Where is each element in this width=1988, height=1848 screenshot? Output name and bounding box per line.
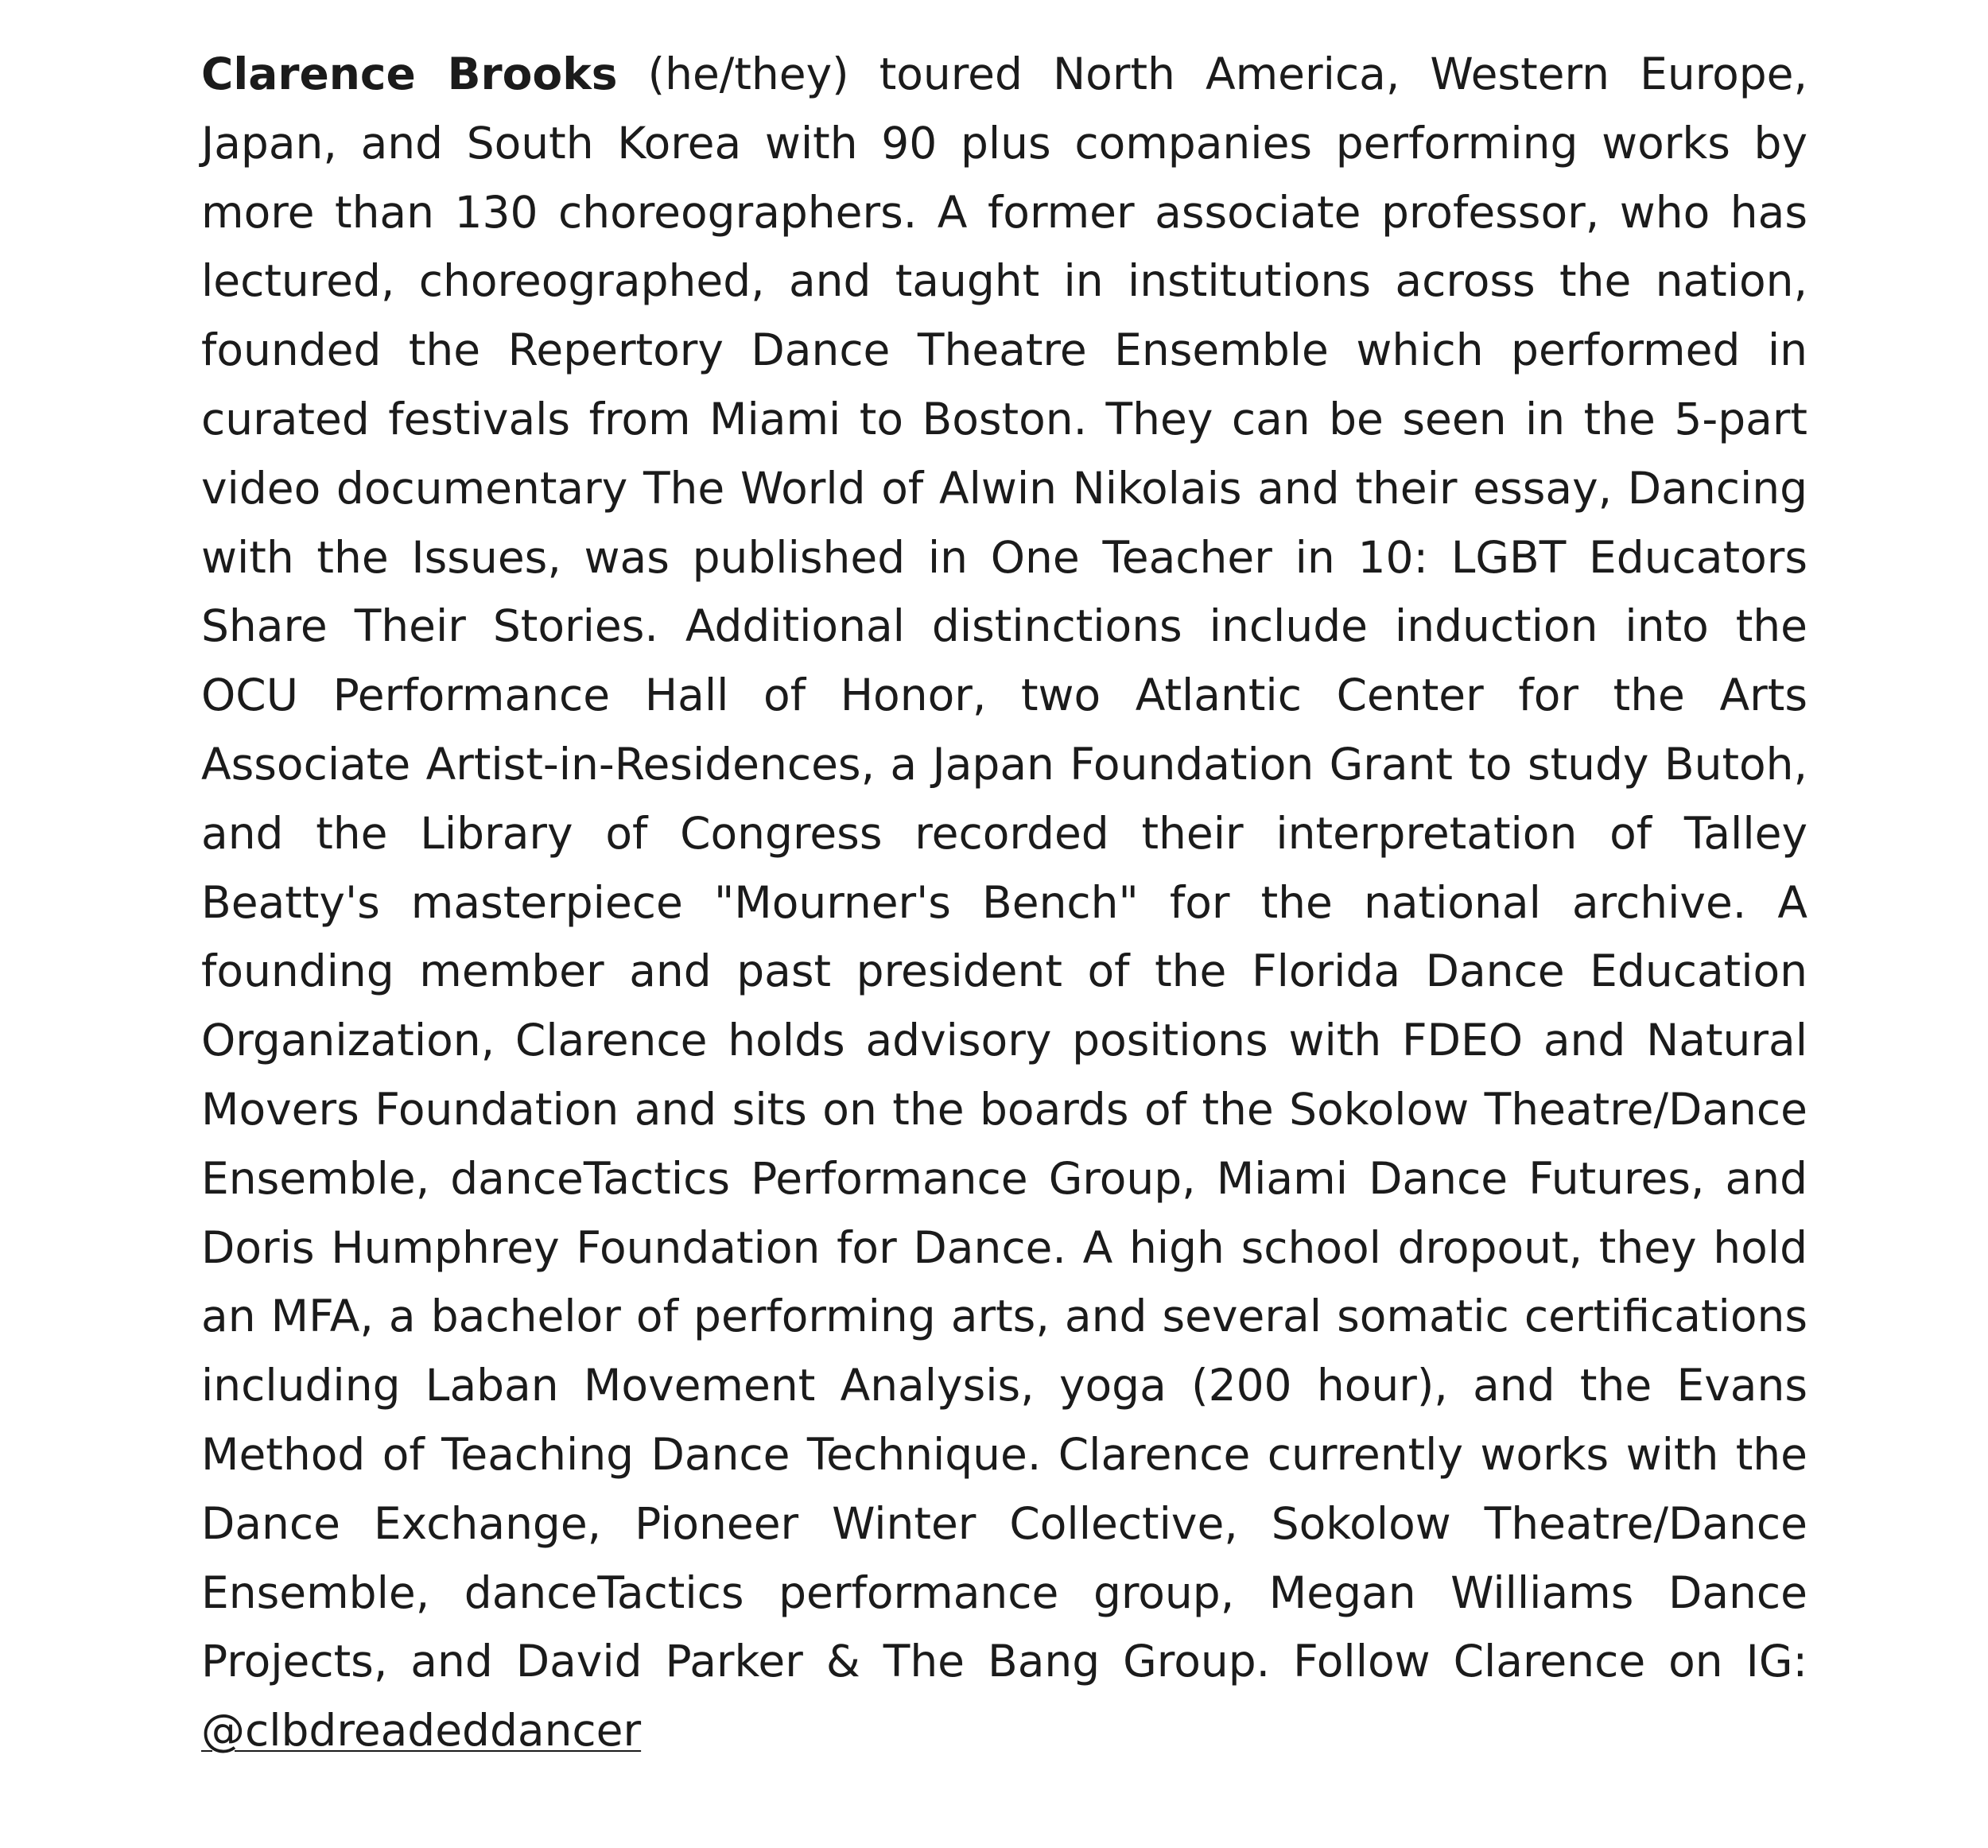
instagram-handle-link[interactable]: @clbdreadeddancer [201, 1705, 642, 1757]
bio-name: Clarence Brooks [201, 49, 618, 99]
bio-text: (he/they) toured North America, Western Europe, Japan, and South Korea with 90 plus companies performing works by more than 130 choreographers. A former associate professor, who has lectured, choreographed, and taught in institutions across the nation, founded the Repertory Dance Theatre Ensemble which performed in curated festivals from Miami to Boston. They can be seen in the 5-part video documentary The World of Alwin Nikolais and their essay, Dancing with the Issues, was published in One Teacher in 10: LGBT Educators Share Their Stories. Additional distinctions include induction into the OCU Performance Hall of Honor, two Atlantic Center for the Arts Associate Artist-in-Residences, a Japan Foundation Grant to study Butoh, and the Library of Congress recorded their interpretation of Talley Beatty's masterpiece "Mourner's Bench" for the national archive. A founding member and past president of the Florida Dance Education Organization, Clarence holds advisory positions with FDEO and Natural Movers Foundation and sits on the boards of the Sokolow Theatre/Dance Ensemble, danceTactics Performance Group, Miami Dance Futures, and Doris Humphrey Foundation for Dance. A high school dropout, they hold an MFA, a bachelor of performing arts, and several somatic certifications including Laban Movement Analysis, yoga (200 hour), and the Evans Method of Teaching Dance Technique. Clarence currently works with the Dance Exchange, Pioneer Winter Collective, Sokolow Theatre/Dance Ensemble, danceTactics performance group, Megan Williams Dance Projects, and David Parker & The Bang Group. Follow Clarence on IG: [201, 49, 1807, 1687]
bio-paragraph [201, 40, 1807, 1765]
